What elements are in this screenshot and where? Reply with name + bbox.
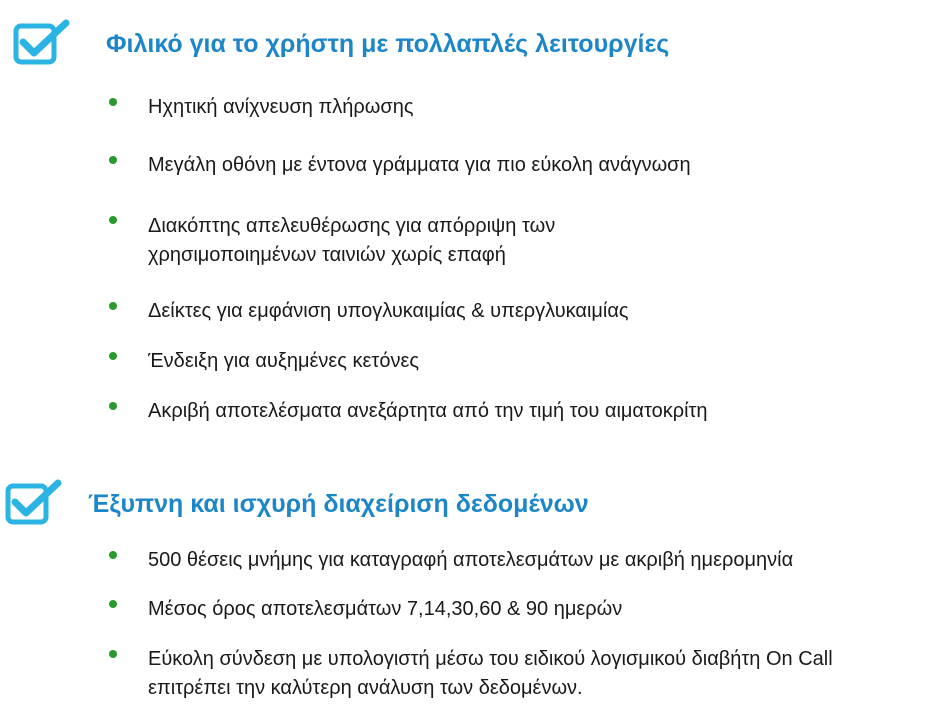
list-item-text: Διακόπτης απελευθέρωσης για απόρριψη των bbox=[148, 215, 556, 237]
list-item-text: Μεγάλη οθόνη με έντονα γράμματα για πιο εύκολη ανάγνωση bbox=[148, 154, 691, 176]
bullet-dot bbox=[109, 352, 117, 360]
bullet-dot bbox=[109, 98, 117, 106]
bullet-dot bbox=[109, 302, 117, 310]
list-item-text-continued: επιτρέπει την καλύτερη ανάλυση των δεδομένων. bbox=[148, 677, 583, 699]
bullet-dot bbox=[109, 216, 117, 224]
bullet-dot bbox=[109, 551, 117, 559]
list-item-text: Εύκολη σύνδεση με υπολογιστή μέσω του ειδικού λογισμικού διαβήτη On Call bbox=[148, 648, 833, 670]
checkbox-check-icon bbox=[12, 18, 70, 66]
section-title: Φιλικό για το χρήστη με πολλαπλές λειτουργίες bbox=[106, 30, 670, 58]
list-item-text: Ένδειξη για αυξημένες κετόνες bbox=[148, 350, 419, 372]
checkbox-check-icon bbox=[4, 478, 62, 526]
bullet-dot bbox=[109, 650, 117, 658]
bullet-dot bbox=[109, 156, 117, 164]
list-item-text: 500 θέσεις μνήμης για καταγραφή αποτελεσμάτων με ακριβή ημερομηνία bbox=[148, 549, 794, 571]
list-item-text-continued: χρησιμοποιημένων ταινιών χωρίς επαφή bbox=[148, 244, 506, 266]
list-item-text: Ηχητική ανίχνευση πλήρωσης bbox=[148, 96, 414, 118]
section-title: Έξυπνη και ισχυρή διαχείριση δεδομένων bbox=[88, 490, 589, 518]
list-item-text: Μέσος όρος αποτελεσμάτων 7,14,30,60 & 90 ημερών bbox=[148, 598, 623, 620]
bullet-dot bbox=[109, 402, 117, 410]
bullet-dot bbox=[109, 600, 117, 608]
list-item-text: Ακριβή αποτελέσματα ανεξάρτητα από την τιμή του αιματοκρίτη bbox=[148, 400, 708, 422]
list-item-text: Δείκτες για εμφάνιση υπογλυκαιμίας & υπεργλυκαιμίας bbox=[148, 300, 629, 322]
